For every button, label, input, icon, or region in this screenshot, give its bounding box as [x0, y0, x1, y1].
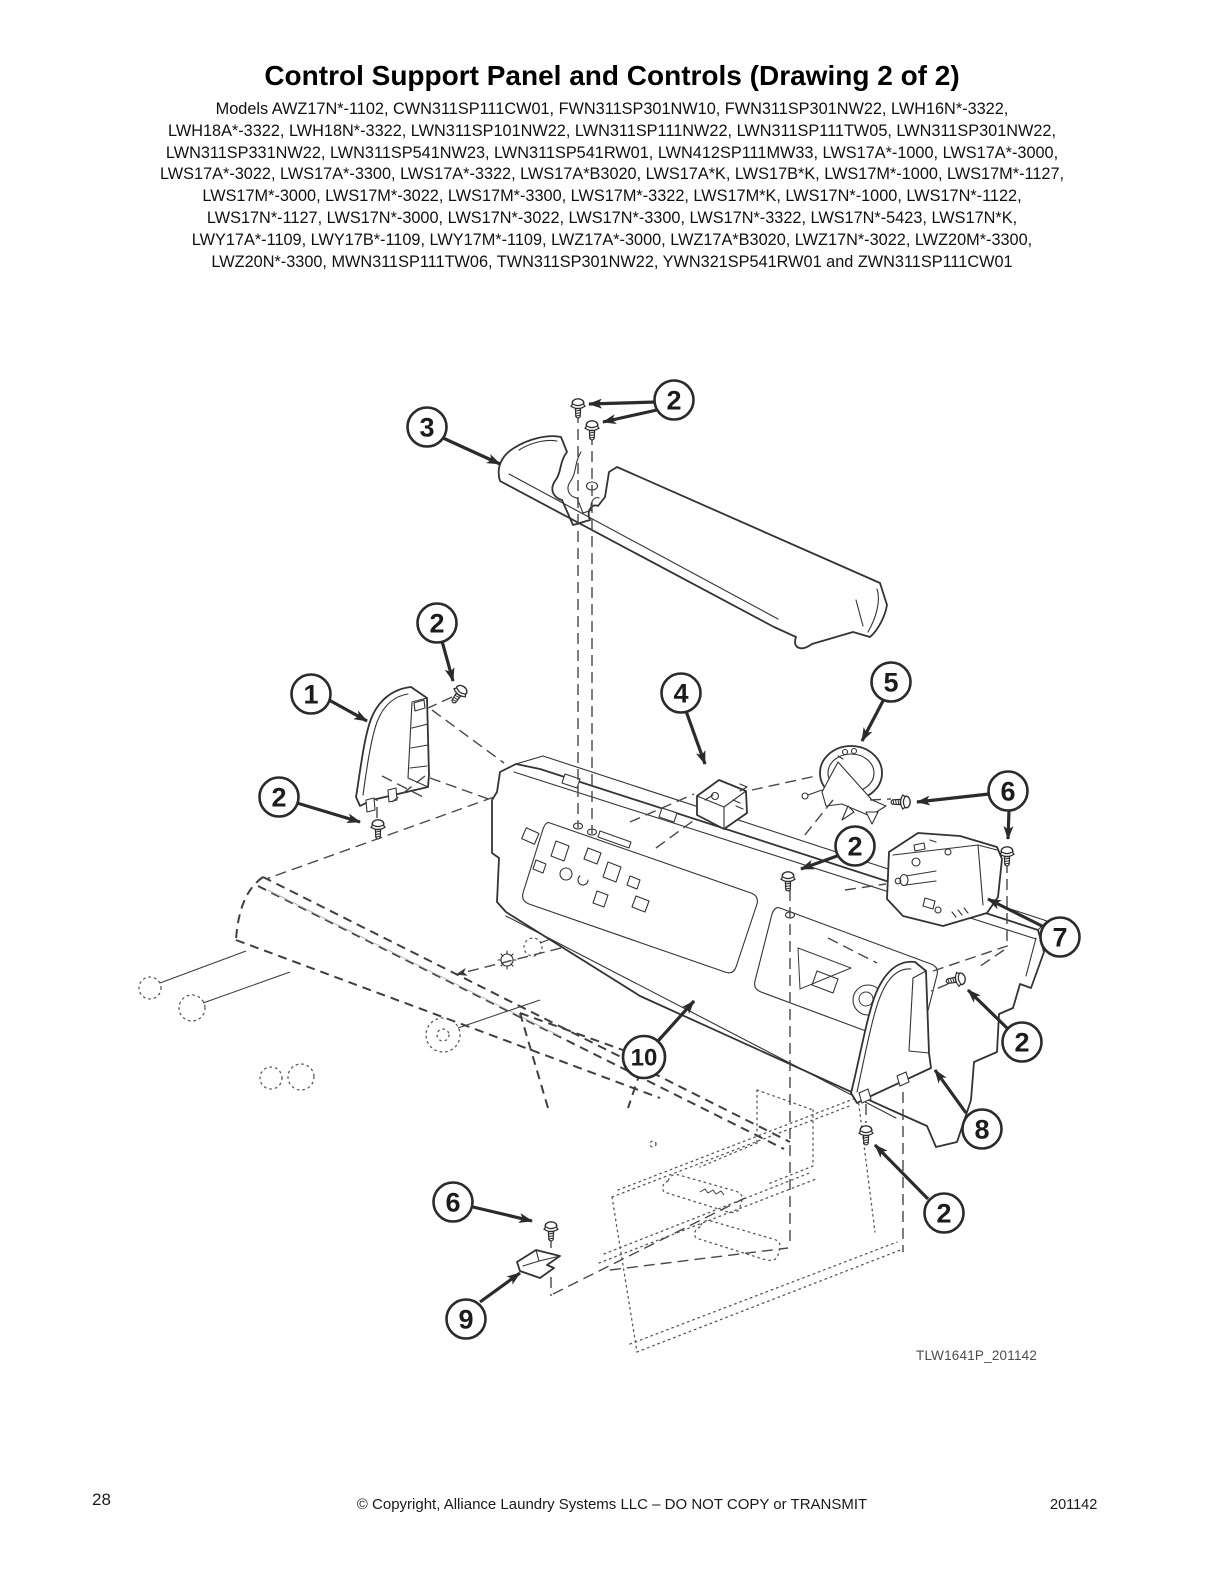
callout-6	[434, 1183, 473, 1222]
screw-part-2	[571, 399, 585, 418]
model-list	[60, 99, 1164, 273]
callout-arrow-9	[480, 1273, 520, 1302]
svg-text:9: 9	[458, 1304, 474, 1335]
screw-part-2	[585, 421, 599, 440]
callout-arrow-2	[875, 1145, 928, 1199]
page-title: Control Support Panel and Controls (Drawing 2 of 2)	[264, 60, 960, 91]
part-9-clip	[517, 1250, 560, 1278]
model-line: LWH18A*-3322, LWH18N*-3322, LWN311SP101NW22, LWN311SP111NW22, LWN311SP111TW05, LWN311SP301NW22,	[167, 121, 1057, 140]
model-line: LWN311SP331NW22, LWN311SP541NW23, LWN311SP541RW01, LWN412SP111MW33, LWS17A*-1000, LWS17A*-3000,	[165, 143, 1059, 162]
callout-6	[989, 772, 1028, 811]
callout-arrow-3	[443, 438, 500, 464]
phantom-dial	[426, 1018, 460, 1052]
callout-arrow-1	[329, 700, 367, 721]
svg-text:2: 2	[1014, 1027, 1030, 1058]
callout-9	[447, 1300, 486, 1339]
screw-part-6	[891, 795, 910, 809]
phantom-cabinet-top	[599, 1090, 903, 1352]
callout-3	[408, 408, 447, 447]
callout-arrow-2	[297, 803, 360, 822]
callout-7	[1041, 918, 1080, 957]
phantom-knob	[260, 1067, 282, 1089]
callout-5	[872, 663, 911, 702]
copyright-notice: © Copyright, Alliance Laundry Systems LLC – DO NOT COPY or TRANSMIT	[356, 1496, 868, 1513]
svg-text:2: 2	[271, 782, 287, 813]
phantom-knob	[288, 1064, 314, 1090]
callout-1	[292, 675, 331, 714]
svg-text:5: 5	[883, 667, 899, 698]
callout-arrow-5	[862, 699, 884, 741]
part-5-pressure-switch	[802, 746, 886, 824]
part-7-timer	[887, 833, 1002, 926]
svg-text:8: 8	[974, 1114, 990, 1145]
callout-4	[662, 674, 701, 713]
exploded-parts-diagram	[0, 330, 1224, 1450]
svg-text:10: 10	[630, 1044, 658, 1072]
callout-2	[925, 1194, 964, 1233]
model-line: LWZ20N*-3300, MWN311SP111TW06, TWN311SP301NW22, YWN321SP541RW01 and ZWN311SP111CW01	[211, 252, 1013, 271]
callout-arrow-2	[589, 402, 656, 404]
callout-arrow-6	[1008, 810, 1009, 839]
svg-text:1: 1	[303, 679, 319, 710]
phantom-knob	[139, 977, 161, 999]
svg-text:2: 2	[847, 831, 863, 862]
model-line: LWY17A*-1109, LWY17B*-1109, LWY17M*-1109, LWZ17A*-3000, LWZ17A*B3020, LWZ17N*-3022, LWZ20M*-3300,	[191, 230, 1033, 249]
document-number: 201142	[1050, 1497, 1098, 1513]
svg-text:2: 2	[429, 608, 445, 639]
model-line: LWS17M*-3000, LWS17M*-3022, LWS17M*-3300, LWS17M*-3322, LWS17M*K, LWS17N*-1000, LWS17N*-1122,	[202, 187, 1022, 206]
svg-text:6: 6	[445, 1187, 461, 1218]
part-10-control-support-panel	[492, 756, 1047, 1147]
model-line: LWS17N*-1127, LWS17N*-3000, LWS17N*-3022, LWS17N*-3300, LWS17N*-3322, LWS17N*-5423, LWS17N*K,	[206, 208, 1018, 227]
screw-part-2	[447, 683, 469, 707]
svg-text:4: 4	[673, 678, 689, 709]
page-number: 28	[92, 1490, 111, 1509]
part-3-control-panel-cover	[499, 436, 887, 648]
callout-2	[1003, 1023, 1042, 1062]
callout-2	[260, 778, 299, 817]
screw-part-2	[371, 820, 385, 839]
svg-text:6: 6	[1000, 776, 1016, 807]
svg-text:2: 2	[936, 1198, 952, 1229]
callout-arrow-6	[917, 794, 989, 802]
callout-arrow-2	[442, 641, 453, 681]
phantom-knob	[179, 995, 205, 1021]
model-line: LWS17A*-3022, LWS17A*-3300, LWS17A*-3322, LWS17A*B3020, LWS17A*K, LWS17B*K, LWS17M*-1000, LWS17M*-1127,	[159, 165, 1065, 184]
callout-2	[836, 827, 875, 866]
screw-part-2	[859, 1126, 873, 1145]
grommet-icon	[498, 951, 516, 969]
part-1-left-end-cap	[356, 687, 429, 812]
callout-arrow-4	[686, 711, 705, 764]
svg-text:2: 2	[666, 385, 682, 416]
model-line: Models AWZ17N*-1102, CWN311SP111CW01, FWN311SP301NW10, FWN311SP301NW22, LWH16N*-3322,	[215, 100, 1009, 118]
svg-text:7: 7	[1052, 922, 1068, 953]
callout-2	[655, 381, 694, 420]
callout-10	[623, 1036, 665, 1078]
callout-8	[963, 1110, 1002, 1149]
callout-2	[418, 604, 457, 643]
screw-part-6	[544, 1222, 558, 1241]
callout-arrow-2	[603, 410, 657, 422]
callout-arrow-6	[473, 1207, 532, 1221]
drawing-code: TLW1641P_201142	[916, 1348, 1038, 1363]
svg-text:3: 3	[419, 412, 435, 443]
